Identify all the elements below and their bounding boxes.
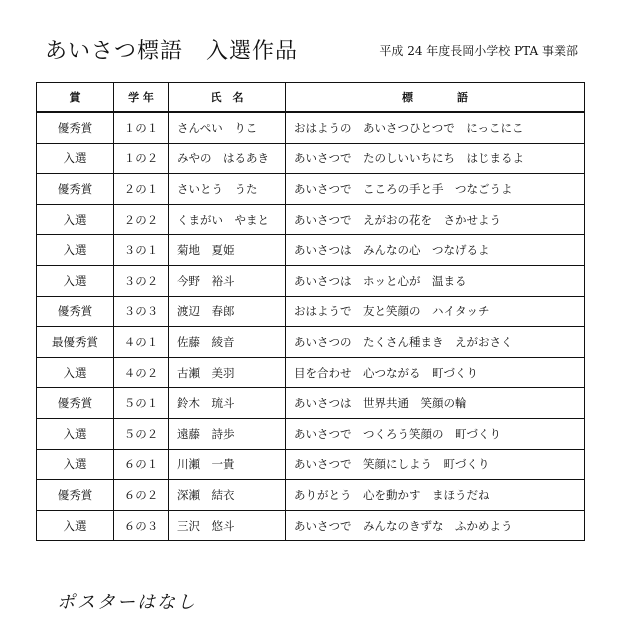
grade-cell: ６の２ (114, 480, 169, 511)
name-cell: 古瀬 美羽 (169, 357, 286, 388)
slogan-cell: あいさつは みんなの心 つなげるよ (286, 235, 585, 266)
table-row (37, 265, 585, 296)
column-header-name: 氏 名 (169, 83, 286, 113)
slogan-cell: あいさつの たくさん種まき えがおさく (286, 327, 585, 358)
name-cell: 深瀬 結衣 (169, 480, 286, 511)
slogan-cell: おはようの あいさつひとつで にっこにこ (286, 112, 585, 143)
name-cell: 三沢 悠斗 (169, 510, 286, 541)
prize-cell: 入選 (37, 510, 114, 541)
slogan-cell: あいさつで つくろう笑顔の 町づくり (286, 418, 585, 449)
awards-table (36, 82, 585, 541)
prize-cell: 優秀賞 (37, 174, 114, 205)
slogan-cell: あいさつで たのしいいちにち はじまるよ (286, 143, 585, 174)
table-row (37, 204, 585, 235)
name-cell: 今野 裕斗 (169, 265, 286, 296)
slogan-cell: おはようで 友と笑顔の ハイタッチ (286, 296, 585, 327)
organizer-label: 平成 24 年度長岡小学校 PTA 事業部 (379, 44, 578, 58)
grade-cell: ４の２ (114, 357, 169, 388)
slogan-cell: あいさつで えがおの花を さかせよう (286, 204, 585, 235)
grade-cell: ２の２ (114, 204, 169, 235)
prize-cell: 優秀賞 (37, 296, 114, 327)
slogan-cell: あいさつで こころの手と手 つなごうよ (286, 174, 585, 205)
grade-cell: ３の３ (114, 296, 169, 327)
prize-cell: 優秀賞 (37, 112, 114, 143)
slogan-cell: あいさつは ホッと心が 温まる (286, 265, 585, 296)
prize-cell: 優秀賞 (37, 388, 114, 419)
prize-cell: 入選 (37, 204, 114, 235)
table-row (37, 418, 585, 449)
name-cell: 遠藤 詩歩 (169, 418, 286, 449)
grade-cell: ３の１ (114, 235, 169, 266)
table-row (37, 327, 585, 358)
prize-cell: 入選 (37, 265, 114, 296)
table-row (37, 357, 585, 388)
table-row (37, 174, 585, 205)
table-row (37, 235, 585, 266)
table-row (37, 388, 585, 419)
name-cell: 川瀬 一貴 (169, 449, 286, 480)
grade-cell: １の１ (114, 112, 169, 143)
table-row (37, 112, 585, 143)
column-header-grade: 学 年 (114, 83, 169, 113)
name-cell: 渡辺 春郎 (169, 296, 286, 327)
name-cell: みやの はるあき (169, 143, 286, 174)
prize-cell: 入選 (37, 357, 114, 388)
name-cell: くまがい やまと (169, 204, 286, 235)
grade-cell: ５の１ (114, 388, 169, 419)
table-row (37, 510, 585, 541)
name-cell: さんぺい りこ (169, 112, 286, 143)
page-title: あいさつ標語 入選作品 (45, 39, 299, 64)
grade-cell: ６の３ (114, 510, 169, 541)
table-row (37, 296, 585, 327)
column-header-slogan: 標 語 (286, 83, 585, 113)
table-row (37, 143, 585, 174)
slogan-cell: 目を合わせ 心つながる 町づくり (286, 357, 585, 388)
name-cell: 菊地 夏姫 (169, 235, 286, 266)
slogan-cell: ありがとう 心を動かす まほうだね (286, 480, 585, 511)
prize-cell: 最優秀賞 (37, 327, 114, 358)
slogan-cell: あいさつで みんなのきずな ふかめよう (286, 510, 585, 541)
prize-cell: 入選 (37, 143, 114, 174)
grade-cell: ５の２ (114, 418, 169, 449)
grade-cell: １の２ (114, 143, 169, 174)
prize-cell: 入選 (37, 418, 114, 449)
handwritten-note: ポスターはなし (57, 592, 197, 613)
grade-cell: ２の１ (114, 174, 169, 205)
name-cell: さいとう うた (169, 174, 286, 205)
grade-cell: ３の２ (114, 265, 169, 296)
prize-cell: 入選 (37, 449, 114, 480)
table-header-row (37, 83, 585, 113)
table-row (37, 480, 585, 511)
grade-cell: ４の１ (114, 327, 169, 358)
prize-cell: 入選 (37, 235, 114, 266)
prize-cell: 優秀賞 (37, 480, 114, 511)
slogan-cell: あいさつは 世界共通 笑顔の輪 (286, 388, 585, 419)
column-header-prize: 賞 (37, 83, 114, 113)
grade-cell: ６の１ (114, 449, 169, 480)
table-row (37, 449, 585, 480)
slogan-cell: あいさつで 笑顔にしよう 町づくり (286, 449, 585, 480)
name-cell: 佐藤 綾音 (169, 327, 286, 358)
name-cell: 鈴木 琉斗 (169, 388, 286, 419)
